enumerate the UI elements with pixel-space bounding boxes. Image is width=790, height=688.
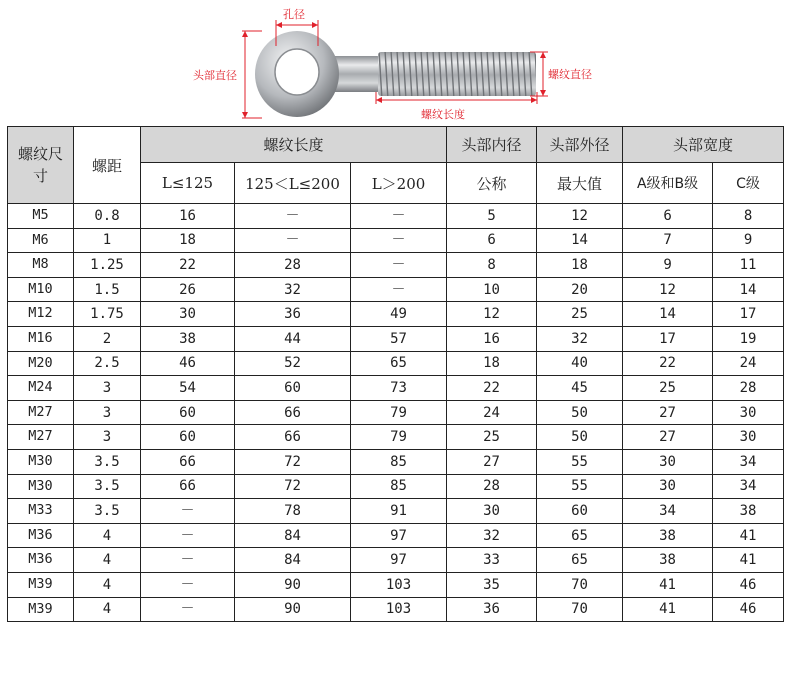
table-row	[8, 474, 784, 499]
size-cell: M5	[8, 204, 74, 229]
head-inner-nominal-cell: 36	[447, 597, 537, 622]
width-grade-c-cell: 9	[713, 228, 784, 253]
table-row	[8, 572, 784, 597]
width-grade-ab-cell: 27	[623, 400, 713, 425]
header-max-value: 最大值	[537, 163, 623, 204]
pitch-cell: 2	[74, 326, 141, 351]
size-cell: M36	[8, 523, 74, 548]
length-le-125-cell: 26	[141, 277, 235, 302]
width-grade-ab-cell: 27	[623, 425, 713, 450]
length-le-125-cell: －	[141, 499, 235, 524]
head-outer-max-cell: 45	[537, 376, 623, 401]
header-grade-c: C级	[713, 163, 784, 204]
length-125-200-cell: －	[235, 204, 351, 229]
head-outer-max-cell: 50	[537, 400, 623, 425]
width-grade-c-cell: 14	[713, 277, 784, 302]
length-le-125-cell: 30	[141, 302, 235, 327]
length-le-125-cell: 22	[141, 253, 235, 278]
length-125-200-cell: 60	[235, 376, 351, 401]
size-cell: M36	[8, 548, 74, 573]
head-inner-nominal-cell: 18	[447, 351, 537, 376]
head-outer-max-cell: 55	[537, 449, 623, 474]
width-grade-c-cell: 41	[713, 548, 784, 573]
size-cell: M16	[8, 326, 74, 351]
thread-length-label: 螺纹长度	[421, 108, 465, 121]
head-outer-max-cell: 12	[537, 204, 623, 229]
head-inner-nominal-cell: 30	[447, 499, 537, 524]
length-125-200-cell: 72	[235, 474, 351, 499]
pitch-cell: 1.5	[74, 277, 141, 302]
head-inner-nominal-cell: 6	[447, 228, 537, 253]
width-grade-c-cell: 46	[713, 572, 784, 597]
size-cell: M12	[8, 302, 74, 327]
length-125-200-cell: 44	[235, 326, 351, 351]
pitch-cell: 2.5	[74, 351, 141, 376]
header-l-gt-200: L＞200	[351, 163, 447, 204]
size-cell: M30	[8, 474, 74, 499]
length-le-125-cell: －	[141, 548, 235, 573]
head-outer-max-cell: 32	[537, 326, 623, 351]
table-row	[8, 548, 784, 573]
length-le-125-cell: －	[141, 597, 235, 622]
head-inner-nominal-cell: 16	[447, 326, 537, 351]
width-grade-c-cell: 24	[713, 351, 784, 376]
width-grade-ab-cell: 22	[623, 351, 713, 376]
table-row	[8, 523, 784, 548]
table-row	[8, 302, 784, 327]
pitch-cell: 0.8	[74, 204, 141, 229]
length-125-200-cell: 66	[235, 425, 351, 450]
table-row	[8, 351, 784, 376]
length-125-200-cell: 52	[235, 351, 351, 376]
width-grade-c-cell: 34	[713, 449, 784, 474]
pitch-cell: 3	[74, 376, 141, 401]
length-le-125-cell: 60	[141, 400, 235, 425]
pitch-cell: 1.25	[74, 253, 141, 278]
size-cell: M10	[8, 277, 74, 302]
head-inner-nominal-cell: 12	[447, 302, 537, 327]
size-cell: M27	[8, 425, 74, 450]
length-125-200-cell: 32	[235, 277, 351, 302]
table-row	[8, 253, 784, 278]
table-row	[8, 277, 784, 302]
head-inner-nominal-cell: 8	[447, 253, 537, 278]
head-inner-nominal-cell: 22	[447, 376, 537, 401]
head-outer-max-cell: 14	[537, 228, 623, 253]
length-gt-200-cell: 49	[351, 302, 447, 327]
width-grade-ab-cell: 41	[623, 597, 713, 622]
length-gt-200-cell: －	[351, 204, 447, 229]
spec-table-body	[8, 204, 784, 622]
length-gt-200-cell: 65	[351, 351, 447, 376]
size-cell: M39	[8, 597, 74, 622]
size-cell: M39	[8, 572, 74, 597]
length-le-125-cell: 60	[141, 425, 235, 450]
length-le-125-cell: 38	[141, 326, 235, 351]
width-grade-c-cell: 30	[713, 425, 784, 450]
size-cell: M6	[8, 228, 74, 253]
header-pitch: 螺距	[74, 127, 141, 204]
head-outer-max-cell: 20	[537, 277, 623, 302]
length-125-200-cell: 28	[235, 253, 351, 278]
length-gt-200-cell: －	[351, 277, 447, 302]
size-cell: M8	[8, 253, 74, 278]
width-grade-ab-cell: 30	[623, 449, 713, 474]
width-grade-ab-cell: 34	[623, 499, 713, 524]
width-grade-c-cell: 19	[713, 326, 784, 351]
pitch-cell: 3	[74, 425, 141, 450]
width-grade-c-cell: 38	[713, 499, 784, 524]
head-diameter-label: 头部直径	[193, 69, 237, 82]
header-l-125-200: 125＜L≤200	[235, 163, 351, 204]
head-inner-nominal-cell: 5	[447, 204, 537, 229]
length-le-125-cell: 46	[141, 351, 235, 376]
head-inner-nominal-cell: 24	[447, 400, 537, 425]
width-grade-ab-cell: 6	[623, 204, 713, 229]
pitch-cell: 3.5	[74, 449, 141, 474]
header-head-inner-diameter: 头部内径	[447, 127, 537, 163]
table-row	[8, 376, 784, 401]
width-grade-ab-cell: 14	[623, 302, 713, 327]
eye-bolt-spec-table	[7, 126, 784, 622]
length-gt-200-cell: 79	[351, 425, 447, 450]
header-l-le-125: L≤125	[141, 163, 235, 204]
width-grade-c-cell: 28	[713, 376, 784, 401]
length-125-200-cell: 36	[235, 302, 351, 327]
length-gt-200-cell: 97	[351, 548, 447, 573]
length-gt-200-cell: 79	[351, 400, 447, 425]
size-cell: M24	[8, 376, 74, 401]
table-row	[8, 425, 784, 450]
width-grade-c-cell: 46	[713, 597, 784, 622]
width-grade-c-cell: 8	[713, 204, 784, 229]
width-grade-ab-cell: 17	[623, 326, 713, 351]
length-le-125-cell: 54	[141, 376, 235, 401]
length-125-200-cell: 84	[235, 548, 351, 573]
pitch-cell: 4	[74, 597, 141, 622]
head-inner-nominal-cell: 25	[447, 425, 537, 450]
width-grade-c-cell: 34	[713, 474, 784, 499]
length-le-125-cell: 18	[141, 228, 235, 253]
width-grade-ab-cell: 38	[623, 523, 713, 548]
head-inner-nominal-cell: 35	[447, 572, 537, 597]
length-gt-200-cell: 85	[351, 449, 447, 474]
length-le-125-cell: 16	[141, 204, 235, 229]
head-outer-max-cell: 40	[537, 351, 623, 376]
pitch-cell: 1	[74, 228, 141, 253]
length-gt-200-cell: －	[351, 228, 447, 253]
header-head-outer-diameter: 头部外径	[537, 127, 623, 163]
head-outer-max-cell: 55	[537, 474, 623, 499]
width-grade-c-cell: 17	[713, 302, 784, 327]
size-cell: M30	[8, 449, 74, 474]
table-row	[8, 499, 784, 524]
pitch-cell: 3.5	[74, 499, 141, 524]
head-outer-max-cell: 60	[537, 499, 623, 524]
table-row	[8, 326, 784, 351]
header-thread-length: 螺纹长度	[141, 127, 447, 163]
length-gt-200-cell: 57	[351, 326, 447, 351]
head-inner-nominal-cell: 28	[447, 474, 537, 499]
eye-bolt-icon	[0, 0, 790, 126]
head-outer-max-cell: 70	[537, 572, 623, 597]
header-nominal: 公称	[447, 163, 537, 204]
header-grade-ab: A级和B级	[623, 163, 713, 204]
width-grade-ab-cell: 25	[623, 376, 713, 401]
pitch-cell: 1.75	[74, 302, 141, 327]
length-125-200-cell: 72	[235, 449, 351, 474]
length-125-200-cell: 78	[235, 499, 351, 524]
head-outer-max-cell: 70	[537, 597, 623, 622]
head-inner-nominal-cell: 33	[447, 548, 537, 573]
length-le-125-cell: －	[141, 572, 235, 597]
width-grade-c-cell: 30	[713, 400, 784, 425]
head-outer-max-cell: 65	[537, 523, 623, 548]
length-125-200-cell: －	[235, 228, 351, 253]
length-125-200-cell: 66	[235, 400, 351, 425]
length-gt-200-cell: －	[351, 253, 447, 278]
table-row	[8, 228, 784, 253]
hole-diameter-label: 孔径	[283, 8, 305, 21]
width-grade-c-cell: 41	[713, 523, 784, 548]
width-grade-ab-cell: 30	[623, 474, 713, 499]
width-grade-ab-cell: 7	[623, 228, 713, 253]
pitch-cell: 3	[74, 400, 141, 425]
width-grade-ab-cell: 38	[623, 548, 713, 573]
length-125-200-cell: 90	[235, 597, 351, 622]
width-grade-c-cell: 11	[713, 253, 784, 278]
thread-diameter-label: 螺纹直径	[548, 68, 592, 81]
head-inner-nominal-cell: 32	[447, 523, 537, 548]
size-cell: M27	[8, 400, 74, 425]
head-inner-nominal-cell: 10	[447, 277, 537, 302]
length-gt-200-cell: 103	[351, 572, 447, 597]
length-gt-200-cell: 97	[351, 523, 447, 548]
head-outer-max-cell: 18	[537, 253, 623, 278]
length-gt-200-cell: 85	[351, 474, 447, 499]
head-outer-max-cell: 25	[537, 302, 623, 327]
size-cell: M20	[8, 351, 74, 376]
header-thread-size: 螺纹尺寸	[8, 127, 74, 204]
length-gt-200-cell: 91	[351, 499, 447, 524]
table-row	[8, 449, 784, 474]
pitch-cell: 3.5	[74, 474, 141, 499]
pitch-cell: 4	[74, 572, 141, 597]
table-row	[8, 204, 784, 229]
head-inner-nominal-cell: 27	[447, 449, 537, 474]
width-grade-ab-cell: 9	[623, 253, 713, 278]
pitch-cell: 4	[74, 523, 141, 548]
width-grade-ab-cell: 41	[623, 572, 713, 597]
eye-bolt-diagram	[0, 0, 790, 126]
length-le-125-cell: 66	[141, 474, 235, 499]
head-outer-max-cell: 65	[537, 548, 623, 573]
pitch-cell: 4	[74, 548, 141, 573]
header-head-width: 头部宽度	[623, 127, 784, 163]
table-row	[8, 400, 784, 425]
head-outer-max-cell: 50	[537, 425, 623, 450]
length-gt-200-cell: 73	[351, 376, 447, 401]
length-125-200-cell: 90	[235, 572, 351, 597]
length-gt-200-cell: 103	[351, 597, 447, 622]
length-le-125-cell: 66	[141, 449, 235, 474]
table-row	[8, 597, 784, 622]
length-le-125-cell: －	[141, 523, 235, 548]
length-125-200-cell: 84	[235, 523, 351, 548]
size-cell: M33	[8, 499, 74, 524]
width-grade-ab-cell: 12	[623, 277, 713, 302]
